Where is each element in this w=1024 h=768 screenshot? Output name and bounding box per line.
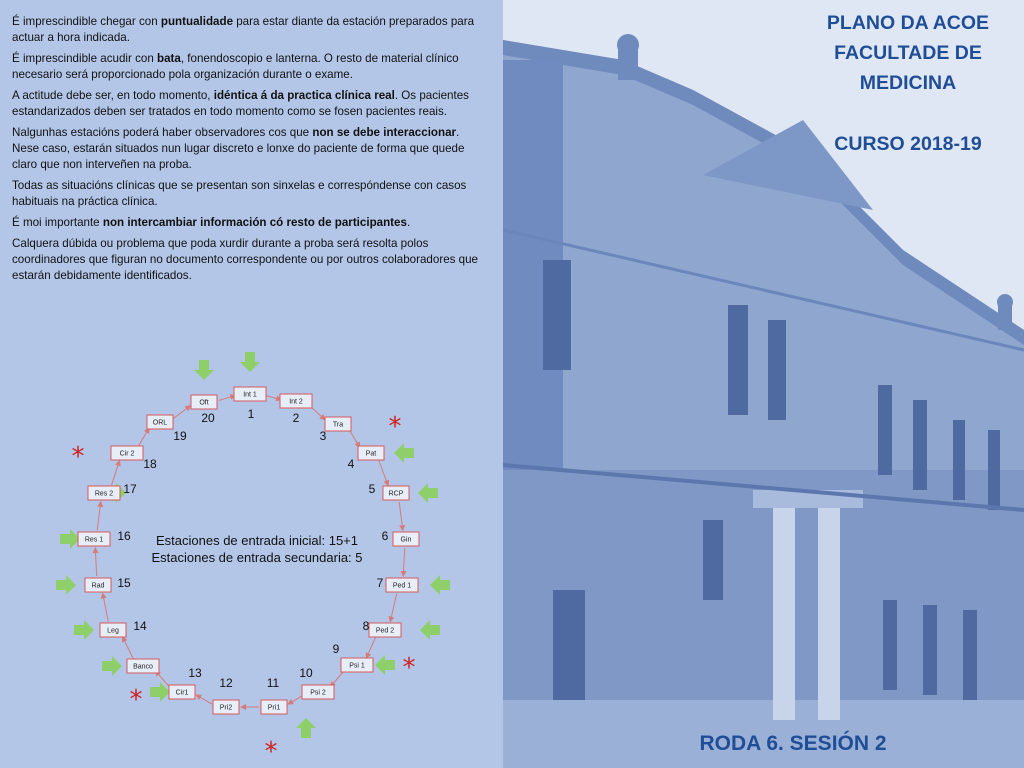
station-number: 8 xyxy=(362,619,370,633)
rule-text: É moi importante xyxy=(12,216,103,229)
circuit-connector xyxy=(123,637,134,659)
entry-initial-text: Estaciones de entrada inicial: 15+1 xyxy=(156,533,358,548)
rule-text: . Nese caso, estarán situados nun lugar discreto e lonxe do paciente de forma que quede claro que non interveñen na proba. xyxy=(12,126,465,171)
station-box xyxy=(369,623,401,637)
station-box xyxy=(213,700,239,714)
station-number: 11 xyxy=(266,676,280,690)
circuit-connector xyxy=(379,461,388,486)
course-title: CURSO 2018-19 xyxy=(834,133,982,155)
circuit-connector xyxy=(399,502,403,530)
building-photo xyxy=(503,0,1024,768)
entry-secondary-text: Estaciones de entrada secundaria: 5 xyxy=(151,550,363,565)
entry-arrow-icon xyxy=(418,483,438,503)
station-box xyxy=(261,700,287,714)
station-label: Pri1 xyxy=(267,704,281,712)
station-label: Int 1 xyxy=(243,391,257,399)
station-box xyxy=(302,685,334,699)
rule-emphasis: non se debe interaccionar xyxy=(312,126,457,139)
station-label: Psi 1 xyxy=(349,662,365,670)
entry-arrow-icon xyxy=(394,443,414,463)
station-label: Cir1 xyxy=(175,689,189,697)
rule-paragraph-7 xyxy=(12,236,487,284)
rule-paragraph-2 xyxy=(12,51,487,83)
rule-text: , fonendoscopio e lanterna. O resto de material clínico necesario será proporcionado pola organización durante o exame. xyxy=(12,52,459,81)
station-number: 20 xyxy=(201,411,215,425)
star-marker: * xyxy=(71,442,85,472)
header-line-1: PLANO DA ACOE xyxy=(826,12,990,34)
station-label: Ped 1 xyxy=(392,582,412,590)
rule-text: É imprescindible chegar con xyxy=(12,15,161,28)
circuit-connector xyxy=(138,428,149,447)
rule-text: A actitude debe ser, en todo momento, xyxy=(12,89,214,102)
station-box xyxy=(325,417,351,431)
station-label: Pri2 xyxy=(219,704,233,712)
star-marker: * xyxy=(129,685,143,715)
station-box xyxy=(147,415,173,429)
rule-text: Nalgunhas estacións poderá haber observadores cos que xyxy=(12,126,313,139)
station-box xyxy=(393,532,419,546)
rule-paragraph-3 xyxy=(12,88,487,120)
entry-arrow-icon xyxy=(150,682,170,702)
station-label: Res 1 xyxy=(84,536,104,544)
station-number: 4 xyxy=(347,457,355,471)
station-box xyxy=(111,446,143,460)
circuit-connector xyxy=(390,593,396,621)
entry-arrow-icon xyxy=(296,718,316,738)
station-number: 5 xyxy=(368,482,376,496)
rule-text: Calquera dúbida ou problema que poda xurdir durante a proba será resolta polos coordinadores que figuran no documento correspondente ou por outros colaboradores que estarán debidamente identificados. xyxy=(12,237,478,282)
entry-arrow-icon xyxy=(74,620,94,640)
station-box xyxy=(100,623,126,637)
station-label: Psi 2 xyxy=(310,689,326,697)
header-title xyxy=(803,8,1013,98)
entry-arrow-icon xyxy=(375,655,395,675)
station-label: Res 2 xyxy=(94,490,114,498)
station-box xyxy=(358,446,384,460)
station-number: 19 xyxy=(173,429,187,443)
station-box xyxy=(85,578,111,592)
station-number: 2 xyxy=(292,411,300,425)
station-box xyxy=(127,659,159,673)
station-number: 13 xyxy=(188,666,202,680)
station-label: Rad xyxy=(91,582,105,590)
left-panel xyxy=(0,0,503,768)
station-label: Cir 2 xyxy=(119,450,135,458)
station-label: Leg xyxy=(107,627,119,635)
station-box xyxy=(234,387,266,401)
circuit-connector xyxy=(219,396,235,401)
header-line-3: MEDICINA xyxy=(859,72,957,94)
rule-text: Todas as situacións clínicas que se presentan son sinxelas e correspóndense con casos habituais na práctica clínica. xyxy=(12,179,467,208)
rule-emphasis: puntualidade xyxy=(160,15,234,28)
station-label: Oft xyxy=(199,399,209,407)
rule-text: . Os pacientes estandarizados deben ser tratados en todo momento como se fosen pacientes reais. xyxy=(12,89,469,118)
rule-emphasis: non intercambiar información có resto de participantes xyxy=(102,216,407,229)
station-number: 15 xyxy=(117,576,131,590)
station-box xyxy=(88,486,120,500)
station-label: Banco xyxy=(133,663,153,671)
circuit-connector xyxy=(196,695,212,704)
entry-arrow-icon xyxy=(420,620,440,640)
circuit-connector xyxy=(265,395,281,399)
station-box xyxy=(341,658,373,672)
circuit-connector xyxy=(288,695,304,704)
rule-emphasis: bata xyxy=(157,52,181,65)
station-box xyxy=(78,532,110,546)
star-marker: * xyxy=(264,737,278,767)
circuit-connector xyxy=(366,637,375,658)
station-number: 6 xyxy=(381,529,389,543)
entry-arrow-icon xyxy=(194,360,214,380)
station-number: 17 xyxy=(123,482,137,496)
station-box xyxy=(169,685,195,699)
entry-arrow-icon xyxy=(56,575,76,595)
station-number: 1 xyxy=(247,407,255,421)
station-label: ORL xyxy=(152,419,168,427)
rule-paragraph-6 xyxy=(12,215,487,231)
rule-text: É imprescindible acudir con xyxy=(12,52,157,65)
station-label: Int 2 xyxy=(289,398,303,406)
circuit-connector xyxy=(111,461,119,485)
station-number: 12 xyxy=(219,676,233,690)
entry-arrow-icon xyxy=(102,656,122,676)
circuit-connector xyxy=(349,430,359,447)
station-circuit-diagram xyxy=(0,340,503,768)
station-box xyxy=(280,394,312,408)
circuit-connector xyxy=(403,548,404,576)
station-label: Gin xyxy=(400,536,412,544)
circuit-connector xyxy=(330,670,344,687)
rule-text: . xyxy=(406,216,411,229)
station-number: 3 xyxy=(319,429,327,443)
circuit-connector xyxy=(174,406,191,419)
station-box xyxy=(191,395,217,409)
station-number: 14 xyxy=(133,619,147,633)
rule-paragraph-1 xyxy=(12,14,487,46)
circuit-connector xyxy=(97,502,101,530)
circuit-connector xyxy=(95,548,96,576)
station-label: Tra xyxy=(332,421,344,429)
building-illustration xyxy=(503,0,1024,768)
entry-arrow-icon xyxy=(240,352,260,372)
star-marker: * xyxy=(388,412,402,442)
station-number: 7 xyxy=(376,576,384,590)
star-marker: * xyxy=(402,653,416,683)
station-number: 10 xyxy=(299,666,313,680)
rule-paragraph-4 xyxy=(12,125,487,173)
footer-title: RODA 6. SESIÓN 2 xyxy=(699,732,887,755)
header-line-2: FACULTADE DE xyxy=(834,42,982,64)
instructions-text xyxy=(12,14,487,289)
station-box xyxy=(383,486,409,500)
rule-emphasis: idéntica á da practica clínica real xyxy=(213,89,395,102)
circuit-connector xyxy=(103,594,109,622)
station-number: 9 xyxy=(332,642,340,656)
station-number: 18 xyxy=(143,457,157,471)
station-box xyxy=(386,578,418,592)
entry-arrow-icon xyxy=(430,575,450,595)
station-label: Pat xyxy=(365,450,377,458)
station-number: 16 xyxy=(117,529,131,543)
station-label: RCP xyxy=(388,490,404,498)
rule-paragraph-5 xyxy=(12,178,487,210)
rule-text: para estar diante da estación preparados para actuar a hora indicada. xyxy=(12,15,475,44)
station-label: Ped 2 xyxy=(375,627,395,635)
entry-arrow-icon xyxy=(60,529,80,549)
